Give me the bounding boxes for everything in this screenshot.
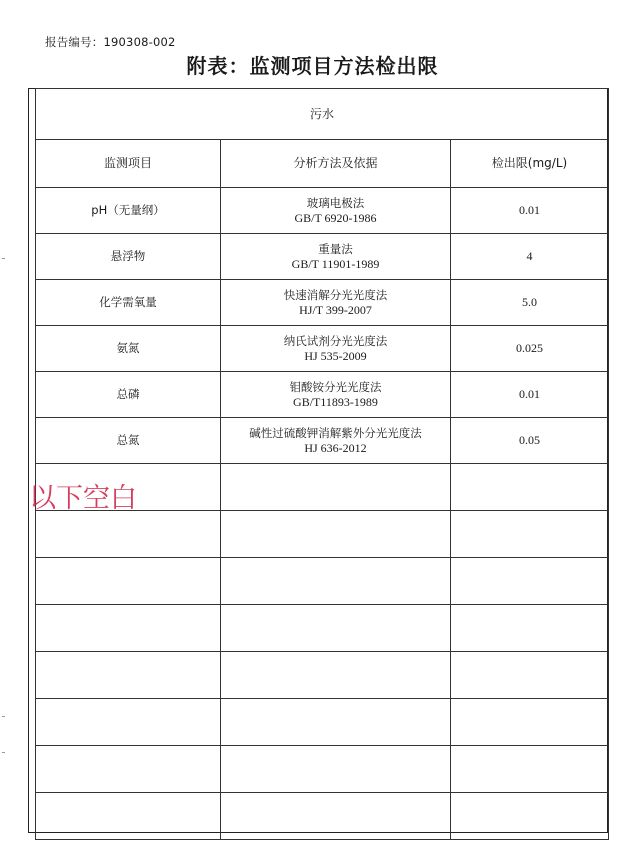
blank-cell — [36, 699, 221, 746]
limit-cell: 0.01 — [451, 188, 609, 234]
header-item: 监测项目 — [36, 140, 221, 188]
blank-row — [36, 605, 609, 652]
blank-cell — [221, 746, 451, 793]
blank-cell — [451, 511, 609, 558]
blank-cell — [451, 746, 609, 793]
method-name: 玻璃电极法 — [306, 195, 365, 210]
item-cell: 悬浮物 — [36, 234, 221, 280]
blank-cell — [36, 511, 221, 558]
blank-row — [36, 746, 609, 793]
blank-cell — [221, 793, 451, 840]
method-standard: HJ/T 399-2007 — [299, 302, 372, 317]
scan-margin-mark — [2, 716, 5, 717]
section-title: 污水 — [36, 89, 609, 140]
method-standard: HJ 636-2012 — [304, 440, 367, 455]
blank-row — [36, 652, 609, 699]
table-header-row — [36, 140, 609, 188]
blank-below-stamp: 以下空白 — [29, 483, 137, 514]
method-name: 钼酸铵分光光度法 — [289, 379, 382, 394]
method-name: 纳氏试剂分光光度法 — [283, 333, 388, 348]
method-cell — [221, 326, 451, 372]
blank-cell — [221, 511, 451, 558]
table-row — [36, 326, 609, 372]
blank-cell — [36, 793, 221, 840]
detection-limit-table — [35, 88, 609, 840]
blank-cell — [451, 605, 609, 652]
blank-row — [36, 558, 609, 605]
method-cell — [221, 234, 451, 280]
header-method: 分析方法及依据 — [221, 140, 451, 188]
report-number: 报告编号：190308-002 — [45, 35, 176, 49]
blank-cell — [221, 652, 451, 699]
blank-cell — [451, 699, 609, 746]
blank-cell — [36, 746, 221, 793]
blank-cell — [221, 605, 451, 652]
blank-cell — [451, 558, 609, 605]
table-row — [36, 372, 609, 418]
header-limit: 检出限(mg/L) — [451, 140, 609, 188]
blank-cell — [451, 652, 609, 699]
method-standard: GB/T 6920-1986 — [294, 210, 377, 225]
blank-cell — [221, 464, 451, 511]
blank-row — [36, 793, 609, 840]
table-row — [36, 280, 609, 326]
limit-cell: 0.025 — [451, 326, 609, 372]
blank-row — [36, 511, 609, 558]
blank-cell — [36, 605, 221, 652]
table-row — [36, 234, 609, 280]
scan-margin-mark — [2, 258, 5, 259]
limit-cell: 0.05 — [451, 418, 609, 464]
blank-row — [36, 699, 609, 746]
scan-margin-mark — [2, 752, 5, 753]
method-standard: GB/T11893-1989 — [293, 394, 378, 409]
method-cell — [221, 372, 451, 418]
item-cell: 总氮 — [36, 418, 221, 464]
table-section-row — [36, 89, 609, 140]
page-title: 附表：监测项目方法检出限 — [186, 54, 439, 78]
method-cell — [221, 188, 451, 234]
method-name: 碱性过硫酸钾消解紫外分光光度法 — [249, 425, 422, 440]
limit-cell: 5.0 — [451, 280, 609, 326]
item-cell: 氨氮 — [36, 326, 221, 372]
blank-cell — [221, 699, 451, 746]
method-standard: GB/T 11901-1989 — [291, 256, 380, 271]
blank-cell — [221, 558, 451, 605]
method-name: 重量法 — [318, 241, 353, 256]
limit-cell: 4 — [451, 234, 609, 280]
method-standard: HJ 535-2009 — [304, 348, 367, 363]
method-name: 快速消解分光光度法 — [283, 287, 388, 302]
table-row — [36, 188, 609, 234]
method-cell — [221, 280, 451, 326]
method-cell — [221, 418, 451, 464]
item-cell: 化学需氧量 — [36, 280, 221, 326]
blank-cell — [36, 558, 221, 605]
blank-cell — [451, 793, 609, 840]
blank-cell — [451, 464, 609, 511]
item-cell: 总磷 — [36, 372, 221, 418]
item-cell: pH（无量纲） — [36, 188, 221, 234]
blank-cell — [36, 652, 221, 699]
limit-cell: 0.01 — [451, 372, 609, 418]
table-row — [36, 418, 609, 464]
